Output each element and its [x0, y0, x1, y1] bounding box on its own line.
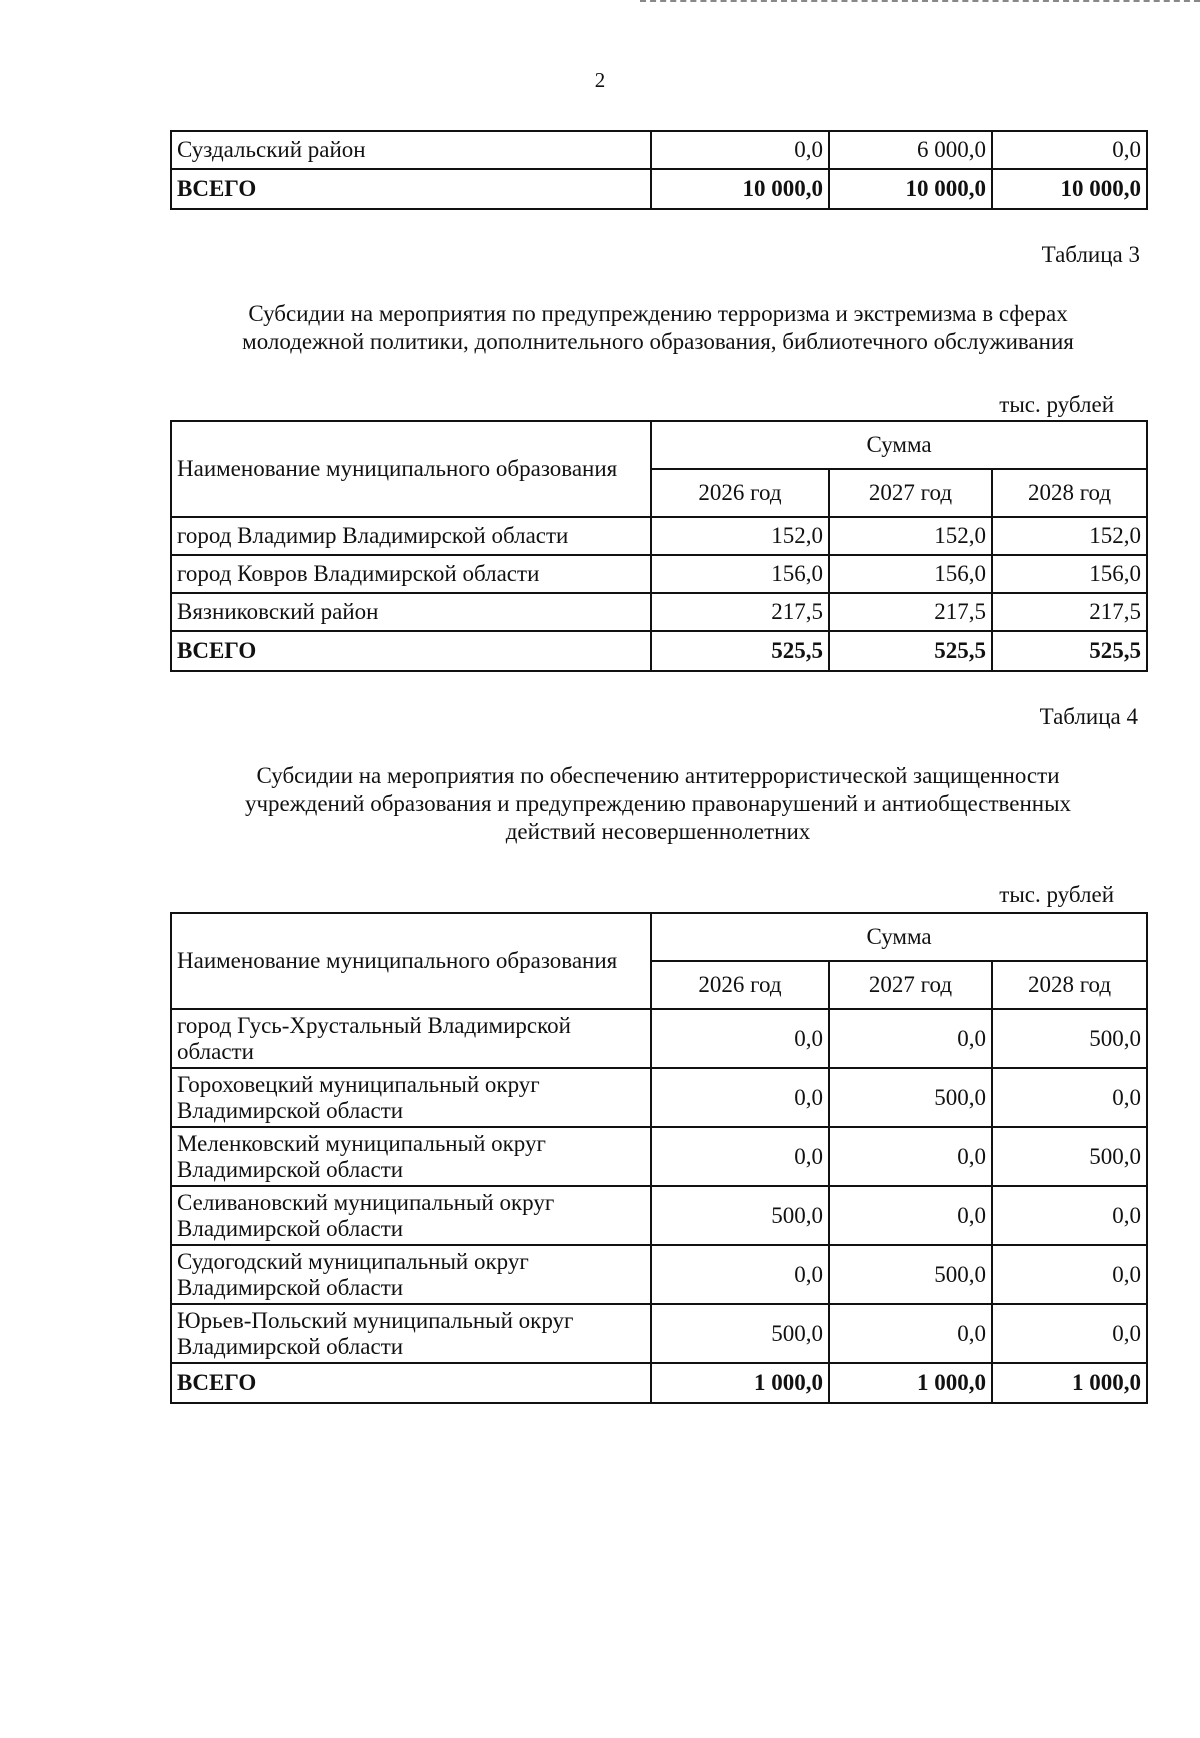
row-name: город Владимир Владимирской области — [171, 517, 651, 555]
value-2027: 0,0 — [829, 1009, 992, 1068]
total-row — [171, 631, 1147, 671]
value-2027: 500,0 — [829, 1068, 992, 1127]
table4-title-line: действий несовершеннолетних — [505, 819, 811, 844]
value-2026: 217,5 — [651, 593, 829, 631]
name-column-header: Наименование муниципального образования — [171, 913, 651, 1009]
value-2028: 156,0 — [992, 555, 1147, 593]
value-2027: 6 000,0 — [829, 131, 992, 169]
value-2027: 0,0 — [829, 1304, 992, 1363]
table-row — [171, 1304, 1147, 1363]
row-name-line: Меленковский муниципальный округ — [177, 1130, 546, 1156]
year-2028-header: 2028 год — [992, 469, 1147, 517]
row-name-line: области — [177, 1038, 254, 1064]
table3-title-line: молодежной политики, дополнительного образования, библиотечного обслуживания — [242, 329, 1074, 354]
value-2026: 152,0 — [651, 517, 829, 555]
table-row — [171, 1009, 1147, 1068]
row-name — [171, 1068, 651, 1127]
row-name — [171, 1009, 651, 1068]
table-row — [171, 1068, 1147, 1127]
row-name-line: Владимирской области — [177, 1215, 404, 1241]
table4-title-line: учреждений образования и предупреждению правонарушений и антиобщественных — [244, 791, 1072, 816]
year-2028-header: 2028 год — [992, 961, 1147, 1009]
table3-title-line: Субсидии на мероприятия по предупреждению терроризма и экстремизма в сферах — [248, 301, 1068, 326]
total-2028: 10 000,0 — [992, 169, 1147, 209]
table3-unit: тыс. рублей — [999, 392, 1114, 417]
total-label: ВСЕГО — [171, 631, 651, 671]
value-2026: 0,0 — [651, 1009, 829, 1068]
row-name — [171, 1186, 651, 1245]
value-2027: 152,0 — [829, 517, 992, 555]
table4-label: Таблица 4 — [1039, 704, 1138, 729]
row-name: Суздальский район — [171, 131, 651, 169]
year-2026-header: 2026 год — [651, 961, 829, 1009]
total-row — [171, 1363, 1147, 1403]
value-2026: 0,0 — [651, 131, 829, 169]
value-2028: 0,0 — [992, 131, 1147, 169]
value-2027: 0,0 — [829, 1127, 992, 1186]
value-2027: 217,5 — [829, 593, 992, 631]
total-label: ВСЕГО — [171, 1363, 651, 1403]
row-name-line: Владимирской области — [177, 1097, 404, 1123]
total-2026: 1 000,0 — [651, 1363, 829, 1403]
value-2028: 500,0 — [992, 1127, 1147, 1186]
value-2028: 0,0 — [992, 1186, 1147, 1245]
table-row — [171, 1127, 1147, 1186]
page-number: 2 — [594, 68, 606, 92]
table3-title — [170, 300, 1146, 356]
table-prev-continuation — [170, 130, 1148, 210]
table-row — [171, 1245, 1147, 1304]
year-2027-header: 2027 год — [829, 961, 992, 1009]
total-2027: 10 000,0 — [829, 169, 992, 209]
value-2026: 156,0 — [651, 555, 829, 593]
table4-title — [170, 762, 1146, 846]
value-2028: 500,0 — [992, 1009, 1147, 1068]
table3-label: Таблица 3 — [1041, 242, 1140, 267]
value-2027: 156,0 — [829, 555, 992, 593]
table-row — [171, 1186, 1147, 1245]
table4 — [170, 912, 1148, 1404]
value-2028: 0,0 — [992, 1068, 1147, 1127]
total-2027: 525,5 — [829, 631, 992, 671]
value-2028: 152,0 — [992, 517, 1147, 555]
row-name-line: Селивановский муниципальный округ — [177, 1189, 555, 1215]
name-column-header: Наименование муниципального образования — [171, 421, 651, 517]
value-2027: 0,0 — [829, 1186, 992, 1245]
value-2027: 500,0 — [829, 1245, 992, 1304]
row-name — [171, 1245, 651, 1304]
table3 — [170, 420, 1148, 672]
value-2026: 0,0 — [651, 1245, 829, 1304]
value-2026: 500,0 — [651, 1186, 829, 1245]
header-row — [171, 421, 1147, 469]
total-2026: 10 000,0 — [651, 169, 829, 209]
row-name-line: город Гусь-Хрустальный Владимирской — [177, 1012, 571, 1038]
table4-title-line: Субсидии на мероприятия по обеспечению антитеррористической защищенности — [256, 763, 1060, 788]
sum-header: Сумма — [651, 421, 1147, 469]
value-2028: 0,0 — [992, 1245, 1147, 1304]
table-row — [171, 593, 1147, 631]
row-name-line: Юрьев-Польский муниципальный округ — [177, 1307, 574, 1333]
row-name-line: Гороховецкий муниципальный округ — [177, 1071, 540, 1097]
year-2026-header: 2026 год — [651, 469, 829, 517]
row-name — [171, 1127, 651, 1186]
row-name — [171, 1304, 651, 1363]
header-row — [171, 913, 1147, 961]
table-row — [171, 131, 1147, 169]
row-name-line: Владимирской области — [177, 1156, 404, 1182]
value-2026: 0,0 — [651, 1068, 829, 1127]
total-label: ВСЕГО — [171, 169, 651, 209]
total-2028: 525,5 — [992, 631, 1147, 671]
value-2026: 500,0 — [651, 1304, 829, 1363]
table4-unit: тыс. рублей — [999, 882, 1114, 907]
value-2028: 0,0 — [992, 1304, 1147, 1363]
total-2028: 1 000,0 — [992, 1363, 1147, 1403]
row-name: Вязниковский район — [171, 593, 651, 631]
total-2026: 525,5 — [651, 631, 829, 671]
row-name-line: Судогодский муниципальный округ — [177, 1248, 529, 1274]
table-row — [171, 555, 1147, 593]
value-2026: 0,0 — [651, 1127, 829, 1186]
scan-top-edge — [640, 0, 1200, 4]
year-2027-header: 2027 год — [829, 469, 992, 517]
row-name-line: Владимирской области — [177, 1274, 404, 1300]
row-name-line: Владимирской области — [177, 1333, 404, 1359]
row-name: город Ковров Владимирской области — [171, 555, 651, 593]
total-2027: 1 000,0 — [829, 1363, 992, 1403]
table-row — [171, 517, 1147, 555]
value-2028: 217,5 — [992, 593, 1147, 631]
sum-header: Сумма — [651, 913, 1147, 961]
total-row — [171, 169, 1147, 209]
